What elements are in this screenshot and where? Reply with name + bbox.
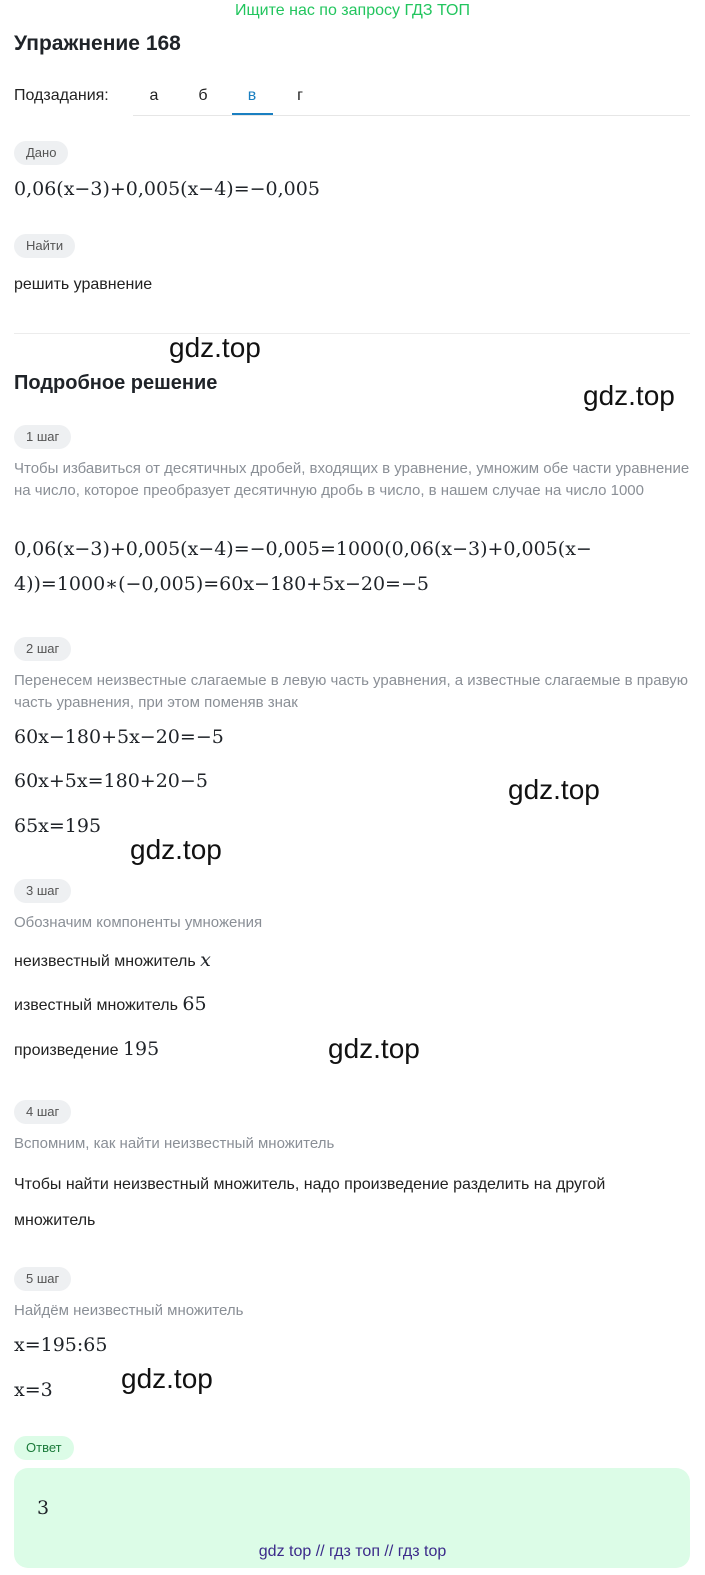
step-3-item-value: 195 [122,1038,160,1060]
watermark: gdz.top [130,834,222,865]
step-3-item-1 [14,948,211,974]
step-3-item-label: произведение [14,1042,119,1059]
step-4-chip: 4 шаг [14,1100,71,1124]
step-2-line-1: 60x−180+5x−20=−5 [14,726,224,748]
given-equation: 0,06(x−3)+0,005(x−4)=−0,005 [14,178,320,200]
watermark: gdz.top [121,1363,213,1394]
active-tab-indicator [232,113,273,115]
step-5-line-2: x=3 [14,1379,53,1401]
step-3-item-value: x [200,949,211,971]
step-1-desc: Чтобы избавиться от десятичных дробей, входящих в уравнение, умножим обе части уравнение на число, которое преобразует десятичную дробь в число, в нашем случае на число 1000 [14,460,690,499]
find-text: решить уравнение [14,276,153,293]
find-chip: Найти [14,234,75,258]
search-banner: Ищите нас по запросу ГДЗ ТОП [235,2,470,19]
step-1-line-2: 4))=1000∗(−0,005)=60x−180+5x−20=−5 [14,573,429,595]
step-3-item-3 [14,1037,159,1063]
tab-a[interactable]: а [149,87,159,104]
step-3-item-value: 65 [182,993,207,1015]
step-2-chip: 2 шаг [14,637,71,661]
section-divider [14,333,690,334]
watermark: gdz.top [508,774,600,805]
watermark: gdz.top [583,380,675,411]
tab-g[interactable]: г [297,87,303,104]
step-2-line-3: 65x=195 [14,815,102,837]
step-4-rule: Чтобы найти неизвестный множитель, надо произведение разделить на другой множитель [14,1176,606,1229]
step-5-chip: 5 шаг [14,1267,71,1291]
solution-title: Подробное решение [14,372,218,394]
watermark: gdz.top [169,332,261,363]
given-chip: Дано [14,141,68,165]
subtasks-label: Подзадания: [14,87,109,104]
step-3-item-label: известный множитель [14,997,178,1014]
footer-links[interactable]: gdz top // гдз топ // гдз top [258,1543,447,1560]
tabs-divider [133,115,690,116]
step-5-desc: Найдём неизвестный множитель [14,1302,244,1319]
step-2-line-2: 60x+5x=180+20−5 [14,770,208,792]
step-2-desc: Перенесем неизвестные слагаемые в левую часть уравнения, а известные слагаемые в правую часть уравнения, при этом поменяв знак [14,672,688,711]
page-title: Упражнение 168 [14,32,181,55]
step-3-item-2 [14,992,207,1018]
step-5-line-1: x=195:65 [14,1334,108,1356]
step-3-desc: Обозначим компоненты умножения [14,914,263,931]
step-1-line-1: 0,06(x−3)+0,005(x−4)=−0,005=1000(0,06(x−3)+0,005(x− [14,538,592,560]
watermark: gdz.top [328,1033,420,1064]
tab-v[interactable]: в [247,87,257,104]
step-1-chip: 1 шаг [14,425,71,449]
step-4-desc: Вспомним, как найти неизвестный множитель [14,1135,335,1152]
answer-value: 3 [37,1497,50,1519]
answer-chip: Ответ [14,1436,74,1460]
tab-b[interactable]: б [198,87,208,104]
step-3-chip: 3 шаг [14,879,71,903]
step-3-item-label: неизвестный множитель [14,953,196,970]
